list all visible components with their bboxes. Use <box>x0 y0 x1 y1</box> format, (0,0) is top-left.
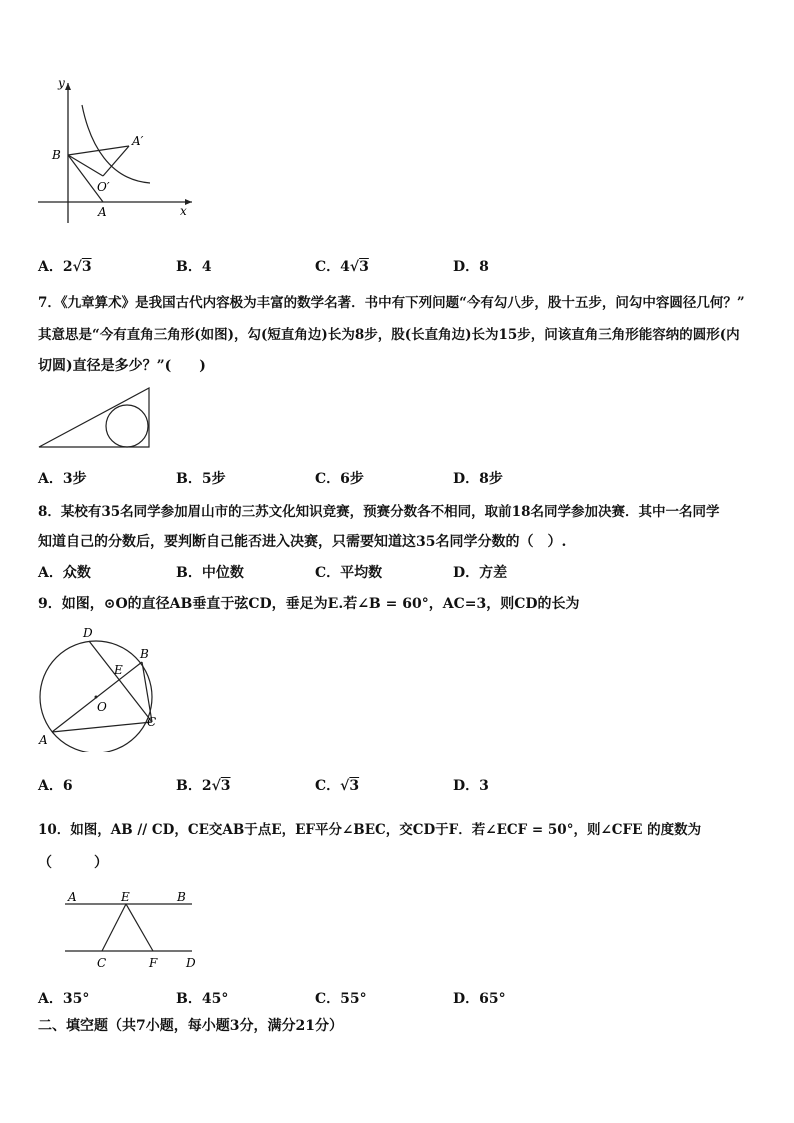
q10-label-F: F <box>149 956 158 970</box>
q9-label-A: A <box>39 733 48 747</box>
q8-option-d: D．方差 <box>453 565 508 581</box>
q10-label-A: A <box>68 890 77 904</box>
q9-label-B: B <box>140 647 149 661</box>
q9-option-c: C．√3 <box>315 778 360 794</box>
q9-label-D: D <box>83 626 93 640</box>
q6-figure <box>30 75 200 225</box>
q8-option-b: B．中位数 <box>176 565 244 581</box>
q10-option-a: A．35° <box>38 991 90 1007</box>
q6-option-a: A．2√3 <box>38 259 92 275</box>
q6-label-x: x <box>180 204 187 218</box>
q7-line-3: 切圆)直径是多少？”( ) <box>38 358 206 374</box>
section-2-heading: 二、填空题（共7小题，每小题3分，满分21分） <box>38 1018 343 1034</box>
q9-line-1: 9．如图，⊙O的直径AB垂直于弦CD，垂足为E.若∠B = 60°，AC=3，则CD的长为 <box>38 596 580 612</box>
q6-label-y: y <box>58 76 65 90</box>
q6-label-B: B <box>52 148 61 162</box>
q6-label-Oprime: O′ <box>97 180 110 194</box>
q8-option-a: A．众数 <box>38 565 91 581</box>
q7-line-1: 7．《九章算术》是我国古代内容极为丰富的数学名著．书中有下列问题“今有勾八步，股十五步，问勾中容圆径几何？” <box>38 295 745 311</box>
q10-option-b: B．45° <box>176 991 229 1007</box>
q9-label-O: O <box>97 700 107 714</box>
q6-label-Aprime: A′ <box>132 134 144 148</box>
q10-line-1: 10．如图，AB // CD，CE交AB于点E，EF平分∠BEC，交CD于F．若∠ECF = 50°，则∠CFE 的度数为 <box>38 822 702 838</box>
q8-option-c: C．平均数 <box>315 565 383 581</box>
sqrt-symbol: √ <box>211 778 221 794</box>
q9-option-a: A．6 <box>38 778 73 794</box>
sqrt-symbol: √ <box>340 778 350 794</box>
q8-line-1: 8．某校有35名同学参加眉山市的三苏文化知识竞赛，预赛分数各不相同，取前18名同学参加决赛．其中一名同学 <box>38 504 720 520</box>
q6-option-c: C．4√3 <box>315 259 369 275</box>
sqrt-symbol: √ <box>349 259 360 275</box>
q6-label-A: A <box>98 205 107 219</box>
q10-label-C: C <box>97 956 107 970</box>
q6-option-b: B．4 <box>176 259 212 275</box>
sqrt-symbol: √ <box>72 259 82 275</box>
q10-label-E: E <box>121 890 130 904</box>
q9-figure <box>30 622 170 752</box>
q7-option-b: B．5步 <box>176 471 226 487</box>
q7-option-c: C．6步 <box>315 471 364 487</box>
q7-line-2: 其意思是“今有直角三角形(如图)，勾(短直角边)长为8步，股(长直角边)长为15步，问该直角三角形能容纳的圆形(内 <box>38 327 740 343</box>
q10-label-B: B <box>177 890 186 904</box>
q10-label-D: D <box>186 956 196 970</box>
q7-option-d: D．8步 <box>453 471 503 487</box>
q9-label-E: E <box>114 663 123 677</box>
q6-option-d: D．8 <box>453 259 489 275</box>
q7-option-a: A．3步 <box>38 471 87 487</box>
q7-figure <box>36 385 156 450</box>
q10-option-d: D．65° <box>453 991 506 1007</box>
q9-option-d: D．3 <box>453 778 489 794</box>
q10-option-c: C．55° <box>315 991 367 1007</box>
q9-option-b: B．2√3 <box>176 778 231 794</box>
q10-figure <box>60 884 210 974</box>
q8-line-2: 知道自己的分数后，要判断自己能否进入决赛，只需要知道这35名同学分数的（ ）. <box>38 534 567 550</box>
q9-label-C: C <box>147 715 157 729</box>
q10-line-2: （ ） <box>38 855 108 871</box>
